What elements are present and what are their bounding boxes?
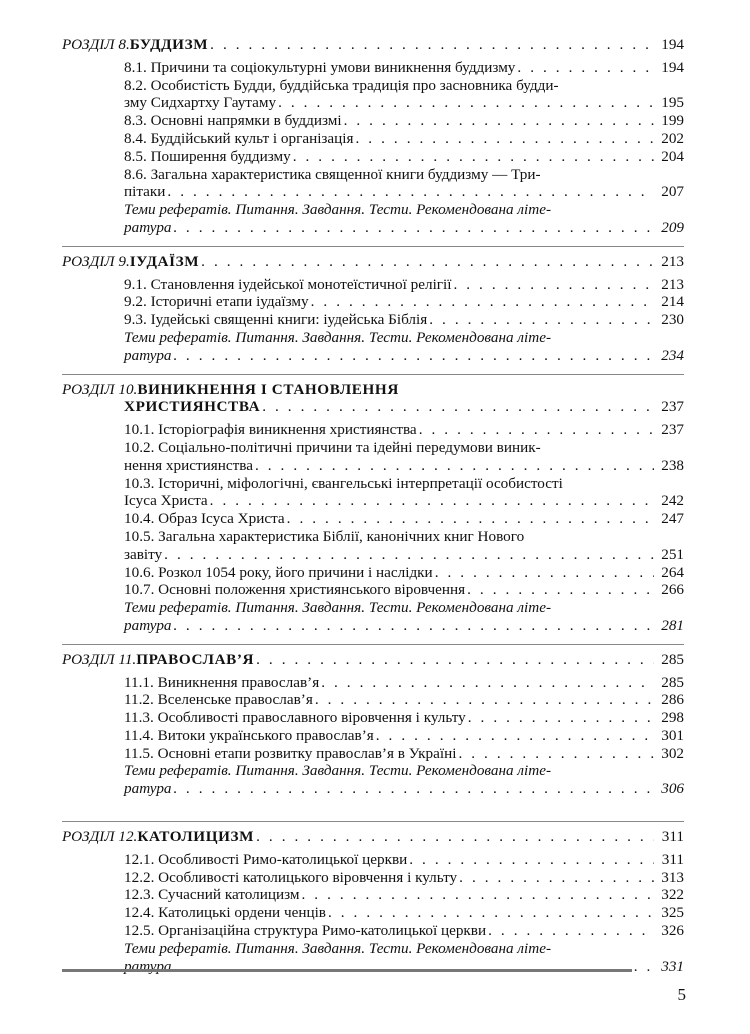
entry-page-number: 251 [661, 545, 684, 563]
section-heading [62, 651, 684, 669]
entry-text: 9.3. Іудейські священні книги: іудейська Біблія [124, 311, 428, 329]
dot-leader [256, 828, 654, 846]
entry-page-number: 202 [661, 129, 684, 147]
dot-leader [311, 293, 654, 311]
toc-entry [62, 886, 684, 904]
section-title-continued: ХРИСТИЯНСТВА [124, 398, 261, 416]
dot-leader [302, 886, 654, 904]
dot-leader [164, 546, 654, 564]
entry-page-number: 237 [661, 421, 684, 439]
toc-entry [62, 183, 684, 201]
toc-entry [62, 581, 684, 599]
entry-text: 8.6. Загальна характеристика священної книги буддизму — Три- [124, 165, 541, 183]
section-label: РОЗДІЛ 10. [62, 380, 138, 398]
entry-page-number: 199 [661, 112, 684, 130]
page-number: 5 [677, 985, 686, 1004]
section-heading [62, 36, 684, 54]
dot-leader [321, 674, 654, 692]
toc-entry [62, 510, 684, 528]
entry-text: 10.4. Образ Ісуса Христа [124, 510, 285, 528]
toc-section [62, 36, 684, 241]
entry-text: 8.1. Причини та соціокультурні умови виникнення буддизму [124, 58, 516, 76]
dot-leader [256, 651, 654, 669]
dot-leader [429, 311, 654, 329]
dot-leader [468, 709, 654, 727]
toc-entry [62, 293, 684, 311]
dot-leader [210, 492, 654, 510]
toc-entry [62, 727, 684, 745]
dot-leader [174, 780, 654, 798]
dot-leader [419, 421, 654, 439]
toc-entry [62, 59, 684, 77]
section-divider [62, 374, 684, 375]
entry-text: 12.3. Сучасний католицизм [124, 886, 300, 904]
section-page-number: 213 [661, 252, 684, 270]
section-spacer [62, 635, 684, 639]
section-spacer [62, 237, 684, 241]
entry-text: 11.4. Витоки українського православ’я [124, 726, 374, 744]
entry-text: 12.4. Католицькі ордени ченців [124, 904, 326, 922]
section-divider [62, 821, 684, 822]
toc-entry [62, 439, 684, 457]
entry-page-number: 213 [661, 275, 684, 293]
table-of-contents [62, 36, 684, 979]
entry-page-number: 325 [661, 904, 684, 922]
entry-page-number: 209 [661, 218, 684, 236]
entry-text: 10.6. Розкол 1054 року, його причини і наслідки [124, 563, 433, 581]
section-heading [62, 828, 684, 846]
exercises-entry [62, 762, 684, 780]
exercises-entry [62, 347, 684, 365]
entry-text: 11.2. Вселенське православ’я [124, 691, 313, 709]
entry-page-number: 266 [661, 581, 684, 599]
footer-rule [62, 969, 632, 972]
dot-leader [435, 564, 654, 582]
toc-entry [62, 691, 684, 709]
toc-entry [62, 674, 684, 692]
exercises-entry [62, 958, 684, 976]
toc-entry [62, 564, 684, 582]
entry-page-number: 281 [661, 616, 684, 634]
section-spacer [62, 365, 684, 369]
entry-text: 12.1. Особливості Римо-католицької церкви [124, 850, 408, 868]
dot-leader [467, 581, 654, 599]
entry-text: 9.1. Становлення іудейської монотеїстичної релігії [124, 275, 452, 293]
toc-entry [62, 709, 684, 727]
dot-leader [287, 510, 654, 528]
section-title: БУДДИЗМ [129, 36, 209, 53]
entry-text: 11.1. Виникнення православ’я [124, 673, 320, 691]
toc-entry [62, 546, 684, 564]
section-title: КАТОЛИЦИЗМ [137, 828, 255, 846]
entry-text: 8.5. Поширення буддизму [124, 147, 291, 165]
entry-page-number: 194 [661, 58, 684, 76]
entry-page-number: 285 [661, 673, 684, 691]
toc-entry [62, 311, 684, 329]
dot-leader [356, 130, 654, 148]
entry-page-number: 207 [661, 183, 684, 201]
exercises-entry [62, 219, 684, 237]
entry-text: 11.5. Основні етапи розвитку православ’я в Україні [124, 744, 457, 762]
entry-text: 8.4. Буддійський культ і організація [124, 129, 354, 147]
toc-entry [62, 745, 684, 763]
entry-text: 10.5. Загальна характеристика Біблії, канонічних книг Нового [124, 527, 525, 545]
toc-entry [62, 457, 684, 475]
entry-text: завіту [124, 545, 163, 563]
entry-text: 8.3. Основні напрямки в буддизмі [124, 112, 342, 130]
entry-page-number: 264 [661, 563, 684, 581]
section-heading [62, 253, 684, 271]
entry-text: 10.2. Соціально-політичні причини та ідейні передумови виник- [124, 438, 541, 456]
entry-page-number: 195 [661, 94, 684, 112]
exercises-entry [62, 940, 684, 958]
dot-leader [174, 219, 654, 237]
toc-entry [62, 869, 684, 887]
section-label: РОЗДІЛ 11. [62, 650, 137, 668]
toc-entry [62, 421, 684, 439]
entry-text: 9.2. Історичні етапи іудаїзму [124, 293, 309, 311]
dot-leader [328, 904, 654, 922]
entry-text: Теми рефератів. Питання. Завдання. Тести. Рекомендована літе- [124, 328, 552, 346]
toc-entry [62, 276, 684, 294]
entry-text: Теми рефератів. Питання. Завдання. Тести. Рекомендована літе- [124, 762, 552, 780]
dot-leader [262, 398, 654, 416]
entry-text: Теми рефератів. Питання. Завдання. Тести. Рекомендована літе- [124, 599, 552, 617]
entry-text: ратура [124, 616, 172, 634]
dot-leader [255, 457, 654, 475]
toc-entry [62, 77, 684, 95]
dot-leader [293, 148, 654, 166]
exercises-entry [62, 329, 684, 347]
section-heading-continued [62, 398, 684, 416]
entry-text: пітаки [124, 183, 166, 201]
dot-leader [167, 183, 654, 201]
entry-text: Теми рефератів. Питання. Завдання. Тести. Рекомендована літе- [124, 939, 552, 957]
section-title: ПРАВОСЛАВ’Я [136, 650, 255, 668]
entry-text: ратура [124, 346, 172, 364]
section-spacer [62, 975, 684, 979]
toc-section [62, 644, 684, 816]
entry-text: Теми рефератів. Питання. Завдання. Тести. Рекомендована літе- [124, 201, 552, 219]
entry-page-number: 204 [661, 147, 684, 165]
toc-entry [62, 94, 684, 112]
entry-page-number: 313 [661, 868, 684, 886]
toc-entry [62, 492, 684, 510]
entry-text: 10.1. Історіографія виникнення християнства [124, 421, 417, 439]
entry-page-number: 331 [661, 957, 684, 975]
dot-leader [488, 922, 654, 940]
entry-page-number: 238 [661, 456, 684, 474]
entry-page-number: 302 [661, 744, 684, 762]
dot-leader [210, 36, 654, 54]
toc-entry [62, 148, 684, 166]
entry-text: 12.5. Організаційна структура Римо-католицької церкви [124, 922, 487, 940]
exercises-entry [62, 617, 684, 635]
entry-text: 12.2. Особливості католицького віровчення і культу [124, 868, 458, 886]
entry-page-number: 242 [661, 492, 684, 510]
section-title: ІУДАЇЗМ [129, 252, 200, 270]
entry-text: ратура [124, 218, 172, 236]
entry-page-number: 298 [661, 709, 684, 727]
dot-leader [174, 958, 654, 976]
entry-page-number: 311 [661, 850, 684, 868]
dot-leader [453, 276, 654, 294]
toc-entry [62, 130, 684, 148]
entry-page-number: 230 [661, 311, 684, 329]
toc-entry [62, 475, 684, 493]
exercises-entry [62, 201, 684, 219]
section-title: ВИНИКНЕННЯ І СТАНОВЛЕННЯ [137, 380, 399, 398]
entry-text: Ісуса Христа [124, 492, 208, 510]
dot-leader [409, 851, 654, 869]
section-label: РОЗДІЛ 8. [62, 36, 130, 53]
dot-leader [517, 59, 654, 77]
entry-text: ратура [124, 957, 172, 975]
toc-entry [62, 904, 684, 922]
toc-entry [62, 166, 684, 184]
toc-entry [62, 851, 684, 869]
entry-page-number: 286 [661, 691, 684, 709]
toc-entry [62, 528, 684, 546]
entry-text: зму Сидхартху Гаутаму [124, 94, 277, 112]
entry-page-number: 306 [661, 780, 684, 798]
section-divider [62, 644, 684, 645]
entry-page-number: 326 [661, 922, 684, 940]
exercises-entry [62, 599, 684, 617]
section-divider [62, 246, 684, 247]
section-spacer [62, 798, 684, 816]
toc-section [62, 246, 684, 369]
entry-text: нення християнства [124, 456, 253, 474]
toc-section [62, 821, 684, 979]
entry-page-number: 322 [661, 886, 684, 904]
section-page-number: 285 [661, 650, 684, 668]
entry-text: 11.3. Особливості православного віровчення і культу [124, 709, 466, 727]
dot-leader [174, 347, 654, 365]
section-page-number: 311 [661, 828, 684, 846]
dot-leader [344, 112, 654, 130]
dot-leader [315, 691, 654, 709]
dot-leader [459, 869, 654, 887]
entry-text: ратура [124, 780, 172, 798]
section-label: РОЗДІЛ 12. [62, 828, 138, 846]
entry-page-number: 214 [661, 293, 684, 311]
dot-leader [376, 727, 654, 745]
entry-page-number: 301 [661, 726, 684, 744]
entry-page-number: 234 [661, 346, 684, 364]
dot-leader [458, 745, 654, 763]
toc-section [62, 374, 684, 639]
section-page-number: 194 [661, 36, 684, 53]
exercises-entry [62, 780, 684, 798]
section-page-number: 237 [661, 398, 684, 416]
dot-leader [201, 253, 654, 271]
section-heading [62, 381, 684, 399]
dot-leader [174, 617, 654, 635]
entry-page-number: 247 [661, 510, 684, 528]
toc-entry [62, 112, 684, 130]
section-label: РОЗДІЛ 9. [62, 252, 130, 270]
toc-entry [62, 922, 684, 940]
dot-leader [278, 94, 654, 112]
entry-text: 10.3. Історичні, міфологічні, євангельські інтерпретації особистості [124, 474, 563, 492]
entry-text: 10.7. Основні положення християнського віровчення [124, 581, 466, 599]
entry-text: 8.2. Особистість Будди, буддійська традиція про засновника будди- [124, 76, 559, 94]
